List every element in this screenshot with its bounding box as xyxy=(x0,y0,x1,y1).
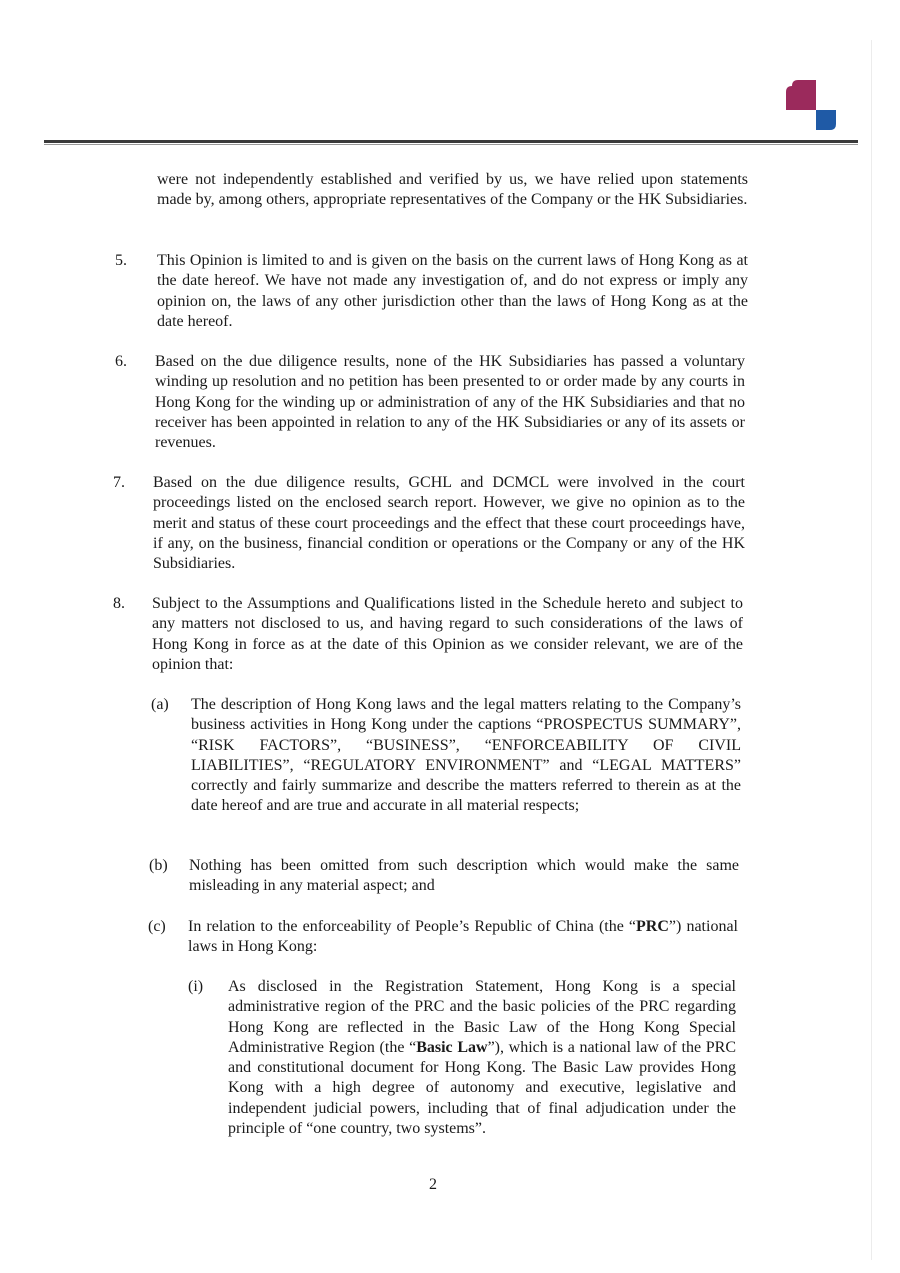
page-number: 2 xyxy=(429,1176,437,1193)
item-a-number: (a) xyxy=(151,696,169,713)
item-i-text-2: ”), which is a national law of the PRC and constitutional document for Hong Kong. The Basic Law provides Hong Kong with a high degree of autonomy and executive, legislative and independent judicial powers, including that of final adjudication under the principle of “one country, two systems”. xyxy=(228,1038,737,1138)
logo-blue-block xyxy=(816,110,836,130)
item-a: The description of Hong Kong laws and the legal matters relating to the Company’s business activities in Hong Kong under the captions “PROSPECTUS SUMMARY”, “RISK FACTORS”, “BUSINESS”, “ENFORCEABILITY OF CIVIL LIABILITIES”, “REGULATORY ENVIRONMENT” and “LEGAL MATTERS” correctly and fairly summarize and describe the matters referred to therein as at the date hereof and are true and accurate in all material respects; xyxy=(191,696,741,815)
paragraph-7-number: 7. xyxy=(113,474,125,491)
item-b: Nothing has been omitted from such description which would make the same misleading in any material aspect; and xyxy=(189,857,739,895)
item-i xyxy=(228,977,736,1139)
continuation-paragraph: were not independently established and verified by us, we have relied upon statements made by, among others, appropriate representatives of the Company or the HK Subsidiaries. xyxy=(157,171,748,209)
item-c xyxy=(188,917,738,958)
scan-edge-line xyxy=(871,40,872,1260)
logo-maroon-block xyxy=(786,80,816,110)
header-rule xyxy=(44,140,858,143)
item-c-text-1: In relation to the enforceability of People’s Republic of China (the “ xyxy=(188,918,637,935)
paragraph-6: Based on the due diligence results, none of the HK Subsidiaries has passed a voluntary winding up resolution and no petition has been presented to or order made by any courts in Hong Kong for the winding up or administration of any of the HK Subsidiaries and that no receiver has been appointed in relation to any of the HK Subsidiaries or any of its assets or revenues. xyxy=(155,353,745,452)
paragraph-5-number: 5. xyxy=(115,252,127,269)
paragraph-8-number: 8. xyxy=(113,595,125,612)
item-i-number: (i) xyxy=(188,978,204,995)
item-c-text-2: ”) national laws in Hong Kong: xyxy=(188,918,738,956)
paragraph-6-number: 6. xyxy=(115,353,127,370)
paragraph-8: Subject to the Assumptions and Qualifications listed in the Schedule hereto and subject to any matters not disclosed to us, and having regard to such considerations of the laws of Hong Kong in force as at the date of this Opinion as we consider relevant, we are of the opinion that: xyxy=(152,595,743,673)
header-rule-thin xyxy=(44,144,858,145)
prc-defined-term: PRC xyxy=(636,918,669,935)
basic-law-defined-term: Basic Law xyxy=(416,1038,488,1056)
paragraph-7: Based on the due diligence results, GCHL and DCMCL were involved in the court proceedings listed on the enclosed search report. However, we give no opinion as to the merit and status of these court proceedings and the effect that these court proceedings have, if any, on the business, financial condition or operations or the Company or any of the HK Subsidiaries. xyxy=(153,474,745,573)
item-i-text-1: As disclosed in the Registration Statement, Hong Kong is a special administrative region of the PRC and the basic policies of the PRC regarding Hong Kong are reflected in the Basic Law of the Hong Kong Special Administrative Region (the “ xyxy=(228,978,736,1056)
firm-logo-icon xyxy=(786,80,838,132)
paragraph-5: This Opinion is limited to and is given on the basis on the current laws of Hong Kong as at the date hereof. We have not made any investigation of, and do not express or imply any opinion on, the laws of any other jurisdiction other than the laws of Hong Kong as at the date hereof. xyxy=(157,252,748,330)
item-b-number: (b) xyxy=(149,857,168,874)
item-c-number: (c) xyxy=(148,918,166,935)
